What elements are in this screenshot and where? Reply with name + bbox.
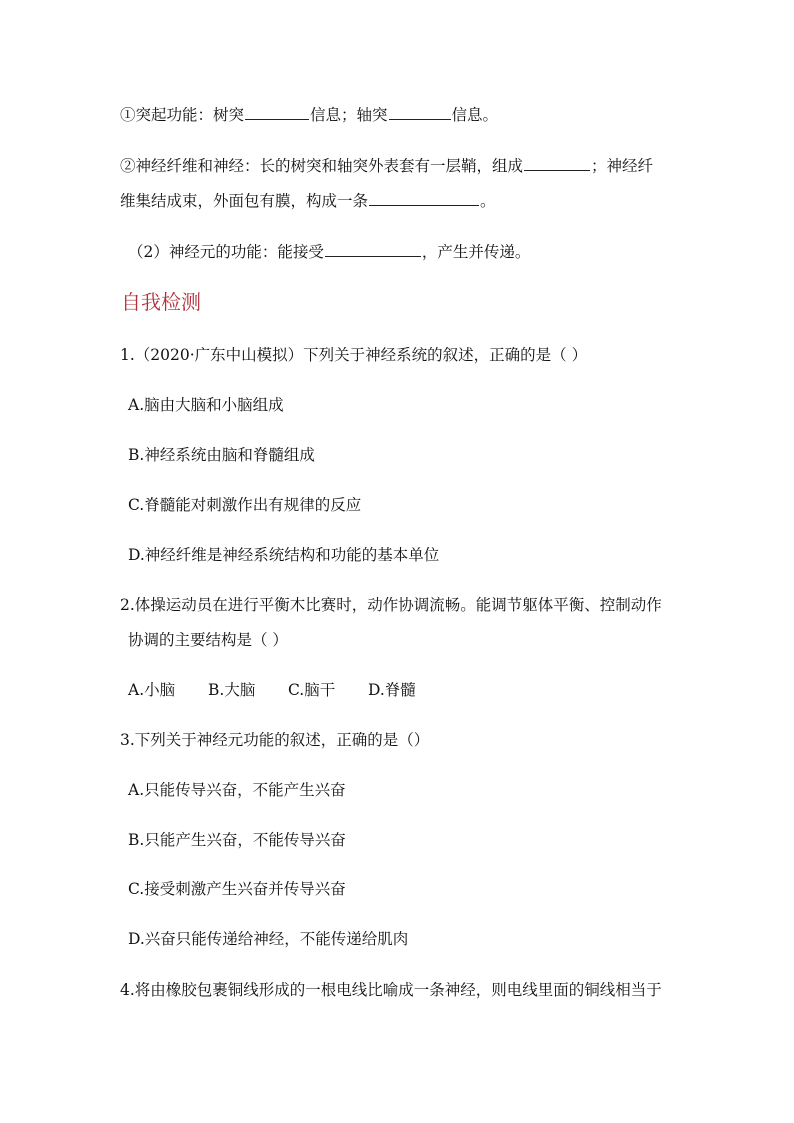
text-segment: 。	[480, 192, 496, 210]
text-segment: ；神经纤	[591, 157, 654, 175]
question-1-option-b[interactable]: B.神经系统由脑和脊髓组成	[128, 446, 315, 464]
question-4-stem: 4.将由橡胶包裹铜线形成的一根电线比喻成一条神经，则电线里面的铜线相当于	[120, 981, 662, 999]
question-3-stem: 3.下列关于神经元功能的叙述，正确的是（）	[120, 731, 430, 749]
fill-in-line-2	[120, 156, 680, 176]
text-segment: ①突起功能：树突	[120, 106, 245, 124]
fill-in-line-1	[120, 105, 680, 125]
answer-blank[interactable]	[524, 156, 590, 171]
question-2-option-d[interactable]: D.脊髓	[368, 681, 416, 699]
section-title: 自我检测	[121, 290, 201, 314]
text-segment: 维集结成束，外面包有膜，构成一条	[120, 192, 369, 210]
question-1-option-d[interactable]: D.神经纤维是神经系统结构和功能的基本单位	[128, 546, 440, 564]
fill-in-line-3	[120, 191, 680, 211]
question-3-option-a[interactable]: A.只能传导兴奋，不能产生兴奋	[128, 781, 346, 799]
question-2-stem-line-2: 协调的主要结构是（ ）	[128, 631, 288, 649]
question-3-option-b[interactable]: B.只能产生兴奋，不能传导兴奋	[128, 831, 346, 849]
question-2-options	[128, 680, 688, 700]
answer-blank[interactable]	[369, 191, 479, 206]
text-segment: ，产生并传递。	[421, 243, 531, 261]
answer-blank[interactable]	[325, 242, 421, 257]
text-segment: 信息。	[451, 106, 499, 124]
question-2-stem-line-1: 2.体操运动员在进行平衡木比赛时，动作协调流畅。能调节躯体平衡、控制动作	[120, 596, 662, 614]
question-2-option-b[interactable]: B.大脑	[208, 681, 256, 699]
question-3-option-d[interactable]: D.兴奋只能传递给神经，不能传递给肌肉	[128, 930, 409, 948]
answer-blank[interactable]	[245, 105, 309, 120]
question-2-option-c[interactable]: C.脑干	[288, 681, 336, 699]
fill-in-line-4	[128, 242, 688, 262]
question-3-option-c[interactable]: C.接受刺激产生兴奋并传导兴奋	[128, 880, 346, 898]
answer-blank[interactable]	[389, 105, 451, 120]
question-1-option-a[interactable]: A.脑由大脑和小脑组成	[128, 396, 284, 414]
question-1-option-c[interactable]: C.脊髓能对刺激作出有规律的反应	[128, 496, 362, 514]
text-segment: 信息；轴突	[310, 106, 388, 124]
question-2-option-a[interactable]: A.小脑	[128, 681, 176, 699]
question-1-stem: 1.（2020·广东中山模拟）下列关于神经系统的叙述，正确的是（ ）	[120, 346, 588, 364]
text-segment: ②神经纤维和神经：长的树突和轴突外表套有一层鞘，组成	[120, 157, 524, 175]
text-segment: （2）神经元的功能：能接受	[128, 243, 324, 261]
